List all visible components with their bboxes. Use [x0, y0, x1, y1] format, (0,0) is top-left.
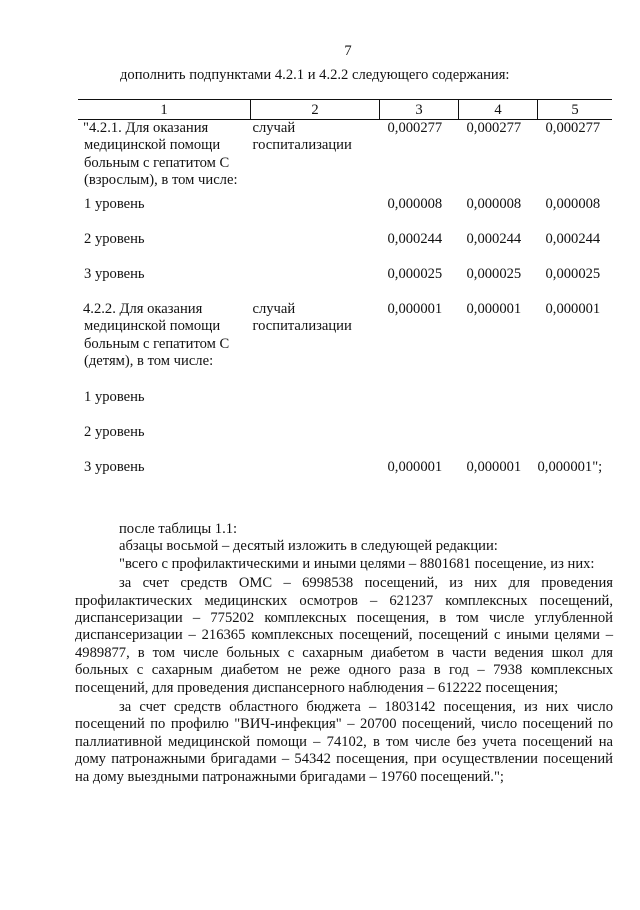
table-row [78, 196, 612, 231]
after-table-text [75, 521, 613, 786]
row-value: 0,000244 [466, 231, 522, 247]
row-value: 0,000001"; [537, 459, 603, 475]
row-value [538, 389, 613, 424]
row-unit [251, 424, 380, 459]
paragraph: за счет средств ОМС – 6998538 посещений, из них для проведения профилактических медицинских осмотров – 621237 комплексных посещений, диспансеризации – 775202 комплексных посещения, в том числе углубленной диспансеризации – 216365 комплексных посещений, посещений с иными целями – 4989877, в том числе больных с сахарным диабетом в части ведения школ для больных с сахарным диабетом не реже одного раза в год – 7938 комплексных посещений, для проведения диспансерного наблюдения – 612222 посещения; [75, 575, 613, 696]
page-number: 7 [344, 43, 352, 59]
column-header: 4 [459, 100, 538, 120]
table-header-row [78, 100, 612, 120]
row-value: 0,000008 [387, 196, 443, 212]
table-row [78, 231, 612, 266]
row-value: 0,000244 [545, 231, 601, 247]
row-value: 0,000008 [545, 196, 601, 212]
column-header: 3 [380, 100, 459, 120]
row-value: 0,000008 [466, 196, 522, 212]
row-unit [251, 459, 380, 494]
paragraph: после таблицы 1.1: [119, 521, 238, 537]
row-unit [251, 231, 380, 266]
row-value [538, 424, 613, 459]
column-header: 1 [78, 100, 251, 120]
row-value: 0,000277 [387, 120, 443, 136]
column-header: 5 [538, 100, 613, 120]
intro-text: дополнить подпунктами 4.2.1 и 4.2.2 следующего содержания: [120, 67, 510, 83]
paragraph: за счет средств областного бюджета – 1803142 посещения, из них число посещений по профилю "ВИЧ-инфекция" – 20700 посещений, число посещений по паллиативной медицинской помощи – 74102, в том числе без учета посещений на дому патронажными бригадами – 54342 посещения, при осуществлении посещений на дому выездными патронажными бригадами – 19760 посещений."; [75, 699, 613, 785]
table-row [78, 459, 612, 494]
row-unit [251, 266, 380, 301]
row-name: 3 уровень [84, 459, 145, 475]
row-name: 4.2.2. Для оказания медицинской помощи больным с гепатитом С (детям), в том числе: [83, 301, 230, 370]
row-value: 0,000244 [387, 231, 443, 247]
rates-table [78, 99, 612, 494]
row-value [380, 389, 459, 424]
row-unit [251, 389, 380, 424]
row-unit: случай госпитализации [252, 120, 352, 154]
row-name: 2 уровень [84, 231, 145, 247]
row-value: 0,000001 [387, 301, 443, 317]
row-name: 2 уровень [84, 424, 145, 440]
row-value: 0,000025 [387, 266, 443, 282]
row-value [459, 389, 538, 424]
table-row [78, 120, 612, 197]
row-value: 0,000277 [545, 120, 601, 136]
row-value [380, 424, 459, 459]
row-unit: случай госпитализации [252, 301, 352, 335]
row-value: 0,000277 [466, 120, 522, 136]
column-header: 2 [251, 100, 380, 120]
table-row [78, 424, 612, 459]
table-row [78, 301, 612, 389]
row-name: 3 уровень [84, 266, 145, 282]
paragraph: "всего с профилактическими и иными целями – 8801681 посещение, из них: [119, 555, 595, 572]
row-value [459, 424, 538, 459]
row-value: 0,000001 [466, 459, 522, 475]
row-name: 1 уровень [84, 196, 145, 212]
row-value: 0,000001 [466, 301, 522, 317]
row-value: 0,000001 [387, 459, 443, 475]
row-value: 0,000025 [545, 266, 601, 282]
row-value: 0,000025 [466, 266, 522, 282]
table-row [78, 266, 612, 301]
table-row [78, 389, 612, 424]
paragraph: абзацы восьмой – десятый изложить в следующей редакции: [119, 538, 498, 555]
row-name: 1 уровень [84, 389, 145, 405]
row-unit [251, 196, 380, 231]
row-name: "4.2.1. Для оказания медицинской помощи больным с гепатитом С (взрослым), в том числе: [83, 120, 238, 189]
row-value: 0,000001 [545, 301, 601, 317]
